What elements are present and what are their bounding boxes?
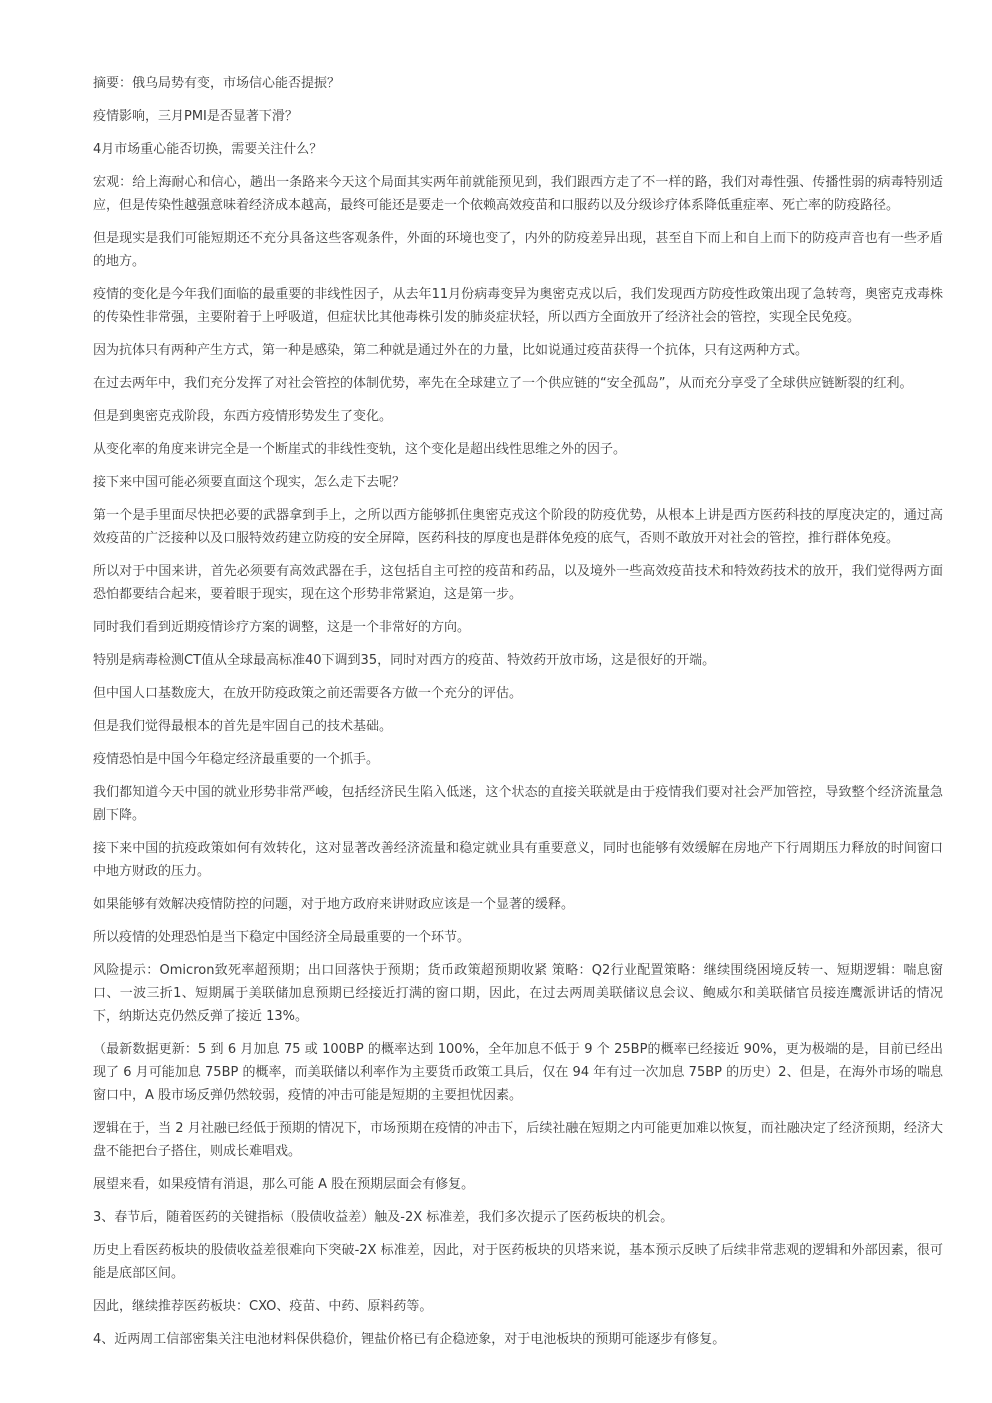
paragraph: 第一个是手里面尽快把必要的武器拿到手上，之所以西方能够抓住奥密克戎这个阶段的防疫优势，从根本上讲是西方医药科技的厚度决定的，通过高效疫苗的广泛接种以及口服特效药建立防疫的安全屏障，医药科技的厚度也是群体免疫的底气，否则不敢放开对社会的管控，推行群体免疫。	[93, 508, 943, 546]
paragraph: 接下来中国的抗疫政策如何有效转化，这对显著改善经济流量和稳定就业具有重要意义，同时也能够有效缓解在房地产下行周期压力释放的时间窗口中地方财政的压力。	[93, 841, 943, 879]
paragraph: 4、近两周工信部密集关注电池材料保供稳价，锂盐价格已有企稳迹象，对于电池板块的预期可能逐步有修复。	[93, 1332, 726, 1347]
paragraph: 因此，继续推荐医药板块：CXO、疫苗、中药、原料药等。	[93, 1299, 433, 1314]
paragraph: 展望来看，如果疫情有消退，那么可能 A 股在预期层面会有修复。	[93, 1177, 475, 1192]
paragraph: 如果能够有效解决疫情防控的问题，对于地方政府来讲财政应该是一个显著的缓释。	[93, 897, 575, 912]
paragraph: 从变化率的角度来讲完全是一个断崖式的非线性变轨，这个变化是超出线性思维之外的因子。	[93, 442, 627, 457]
paragraph: 疫情恐怕是中国今年稳定经济最重要的一个抓手。	[93, 752, 380, 767]
paragraph: 风险提示：Omicron致死率超预期；出口回落快于预期；货币政策超预期收紧 策略：Q2行业配置策略：继续围绕困境反转一、短期逻辑：喘息窗口、一波三折1、短期属于美联储加息预期已经接近打满的窗口期，因此，在过去两周美联储议息会议、鲍威尔和美联储官员接连鹰派讲话的情况下，纳斯达克仍然反弹了接近 13%。	[93, 963, 943, 1024]
document-body	[93, 72, 943, 1361]
paragraph: 但是我们觉得最根本的首先是牢固自己的技术基础。	[93, 719, 393, 734]
paragraph: 特别是病毒检测CT值从全球最高标准40下调到35，同时对西方的疫苗、特效药开放市场，这是很好的开端。	[93, 653, 716, 668]
paragraph: 我们都知道今天中国的就业形势非常严峻，包括经济民生陷入低迷，这个状态的直接关联就是由于疫情我们要对社会严加管控，导致整个经济流量急剧下降。	[93, 785, 943, 823]
paragraph: 因为抗体只有两种产生方式，第一种是感染，第二种就是通过外在的力量，比如说通过疫苗获得一个抗体，只有这两种方式。	[93, 343, 809, 358]
paragraph: 逻辑在于，当 2 月社融已经低于预期的情况下，市场预期在疫情的冲击下，后续社融在短期之内可能更加难以恢复，而社融决定了经济预期，经济大盘不能把台子搭住，则成长难唱戏。	[93, 1121, 943, 1159]
paragraph: 但是到奥密克戎阶段，东西方疫情形势发生了变化。	[93, 409, 393, 424]
paragraph: 接下来中国可能必须要直面这个现实，怎么走下去呢？	[93, 475, 406, 490]
paragraph: 在过去两年中，我们充分发挥了对社会管控的体制优势，率先在全球建立了一个供应链的“安全孤岛”，从而充分享受了全球供应链断裂的红利。	[93, 376, 913, 391]
paragraph: （最新数据更新：5 到 6 月加息 75 或 100BP 的概率达到 100%，全年加息不低于 9 个 25BP的概率已经接近 90%，更为极端的是，目前已经出现了 6 月可能加息 75BP 的概率，而美联储以利率作为主要货币政策工具后，仅在 94 年有过一次加息 75BP 的历史）2、但是，在海外市场的喘息窗口中，A 股市场反弹仍然较弱，疫情的冲击可能是短期的主要担忧因素。	[93, 1042, 943, 1103]
paragraph: 所以对于中国来讲，首先必须要有高效武器在手，这包括自主可控的疫苗和药品，以及境外一些高效疫苗技术和特效药技术的放开，我们觉得两方面恐怕都要结合起来，要着眼于现实，现在这个形势非常紧迫，这是第一步。	[93, 564, 943, 602]
paragraph: 3、春节后，随着医药的关键指标（股债收益差）触及-2X 标准差，我们多次提示了医药板块的机会。	[93, 1210, 674, 1225]
paragraph: 历史上看医药板块的股债收益差很难向下突破-2X 标准差，因此，对于医药板块的贝塔来说，基本预示反映了后续非常悲观的逻辑和外部因素，很可能是底部区间。	[93, 1243, 943, 1281]
paragraph: 同时我们看到近期疫情诊疗方案的调整，这是一个非常好的方向。	[93, 620, 471, 635]
paragraph: 但中国人口基数庞大，在放开防疫政策之前还需要各方做一个充分的评估。	[93, 686, 523, 701]
paragraph: 4月市场重心能否切换，需要关注什么？	[93, 142, 323, 157]
paragraph: 疫情的变化是今年我们面临的最重要的非线性因子，从去年11月份病毒变异为奥密克戎以后，我们发现西方防疫性政策出现了急转弯，奥密克戎毒株的传染性非常强，主要附着于上呼吸道，但症状比其他毒株引发的肺炎症状轻，所以西方全面放开了经济社会的管控，实现全民免疫。	[93, 287, 943, 325]
paragraph: 宏观：给上海耐心和信心，趟出一条路来今天这个局面其实两年前就能预见到，我们跟西方走了不一样的路，我们对毒性强、传播性弱的病毒特别适应，但是传染性越强意味着经济成本越高，最终可能还是要走一个依赖高效疫苗和口服药以及分级诊疗体系降低重症率、死亡率的防疫路径。	[93, 175, 943, 213]
paragraph: 但是现实是我们可能短期还不充分具备这些客观条件，外面的环境也变了，内外的防疫差异出现，甚至自下而上和自上而下的防疫声音也有一些矛盾的地方。	[93, 231, 943, 269]
paragraph: 摘要：俄乌局势有变，市场信心能否提振？	[93, 76, 341, 91]
paragraph: 疫情影响，三月PMI是否显著下滑？	[93, 109, 298, 124]
paragraph: 所以疫情的处理恐怕是当下稳定中国经济全局最重要的一个环节。	[93, 930, 471, 945]
